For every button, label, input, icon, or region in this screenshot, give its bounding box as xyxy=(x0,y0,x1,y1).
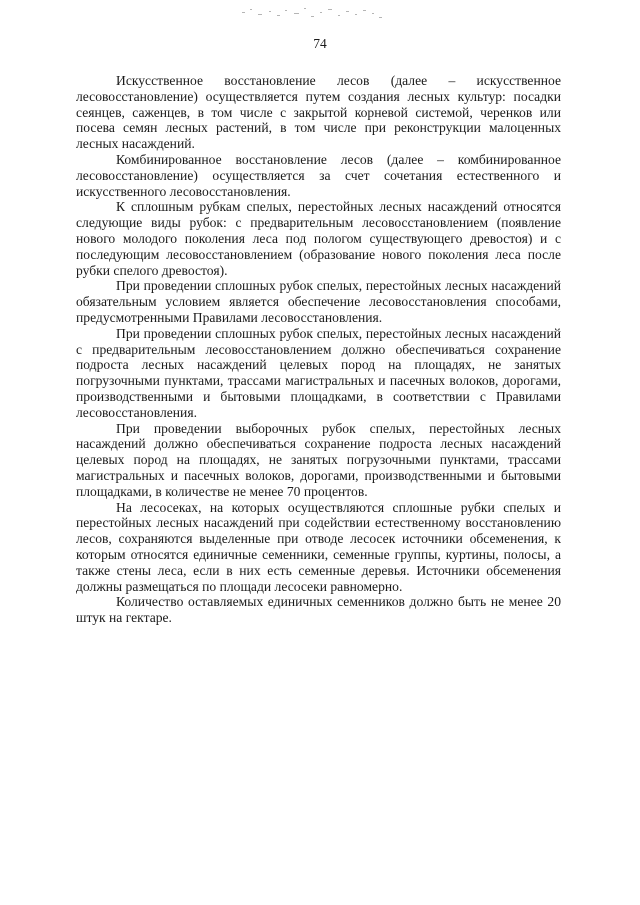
page-number: 74 xyxy=(313,36,327,51)
paragraph-undergrowth-preservation: При проведении сплошных рубок спелых, перестойных лесных насаждений с предварительным лесовосстановлением должно обеспечиваться сохранение подроста лесных насаждений целевых пород на площадях, не занятых погрузочными пунктами, трассами магистральных и пасечных волоков, дорогами, производственными и бытовыми площадками, в соответствии с Правилами лесовосстановления. xyxy=(76,325,561,420)
paragraph-selective-cutting: При проведении выборочных рубок спелых, перестойных лесных насаждений должно обеспечиваться сохранение подроста лесных насаждений целевых пород на площадях, не занятых погрузочными пунктами, трассами магистральных и пасечных волоков, дорогами, производственными и бытовыми площадками, в количестве не менее 70 процентов. xyxy=(76,420,561,499)
paragraph-clear-cutting-types: К сплошным рубкам спелых, перестойных лесных насаждений относятся следующие виды рубок: с предварительным лесовосстановлением (появление нового молодого поколения леса под пологом существующего древостоя) и с последующим лесовосстановлением (образование нового поколения леса после рубки спелого древостоя). xyxy=(76,199,561,278)
body-text xyxy=(76,73,561,626)
scan-artifact xyxy=(238,6,388,22)
paragraph-clear-cutting-condition: При проведении сплошных рубок спелых, перестойных лесных насаждений обязательным условием является обеспечение лесовосстановления способами, предусмотренными Правилами лесовосстановления. xyxy=(76,278,561,325)
paragraph-artificial-reforestation: Искусственное восстановление лесов (далее – искусственное лесовосстановление) осуществляется путем создания лесных культур: посадки сеянцев, саженцев, в том числе с закрытой корневой системой, черенков или посева семян лесных растений, в том числе при реконструкции малоценных лесных насаждений. xyxy=(76,73,561,152)
paragraph-combined-reforestation: Комбинированное восстановление лесов (далее – комбинированное лесовосстановление) осуществляется за счет сочетания естественного и искусственного лесовосстановления. xyxy=(76,151,561,199)
paragraph-seed-sources: На лесосеках, на которых осуществляются сплошные рубки спелых и перестойных лесных насаждений при содействии естественному восстановлению лесов, сохраняются выделенные при отводе лесосек источники обсеменения, к которым относятся единичные семенники, семенные группы, куртины, полосы, а также стены леса, если в них есть семенные деревья. Источники обсеменения должны размещаться по площади лесосеки равномерно. xyxy=(76,499,561,594)
paragraph-seed-tree-count: Количество оставляемых единичных семенников должно быть не менее 20 штук на гектаре. xyxy=(76,594,561,626)
